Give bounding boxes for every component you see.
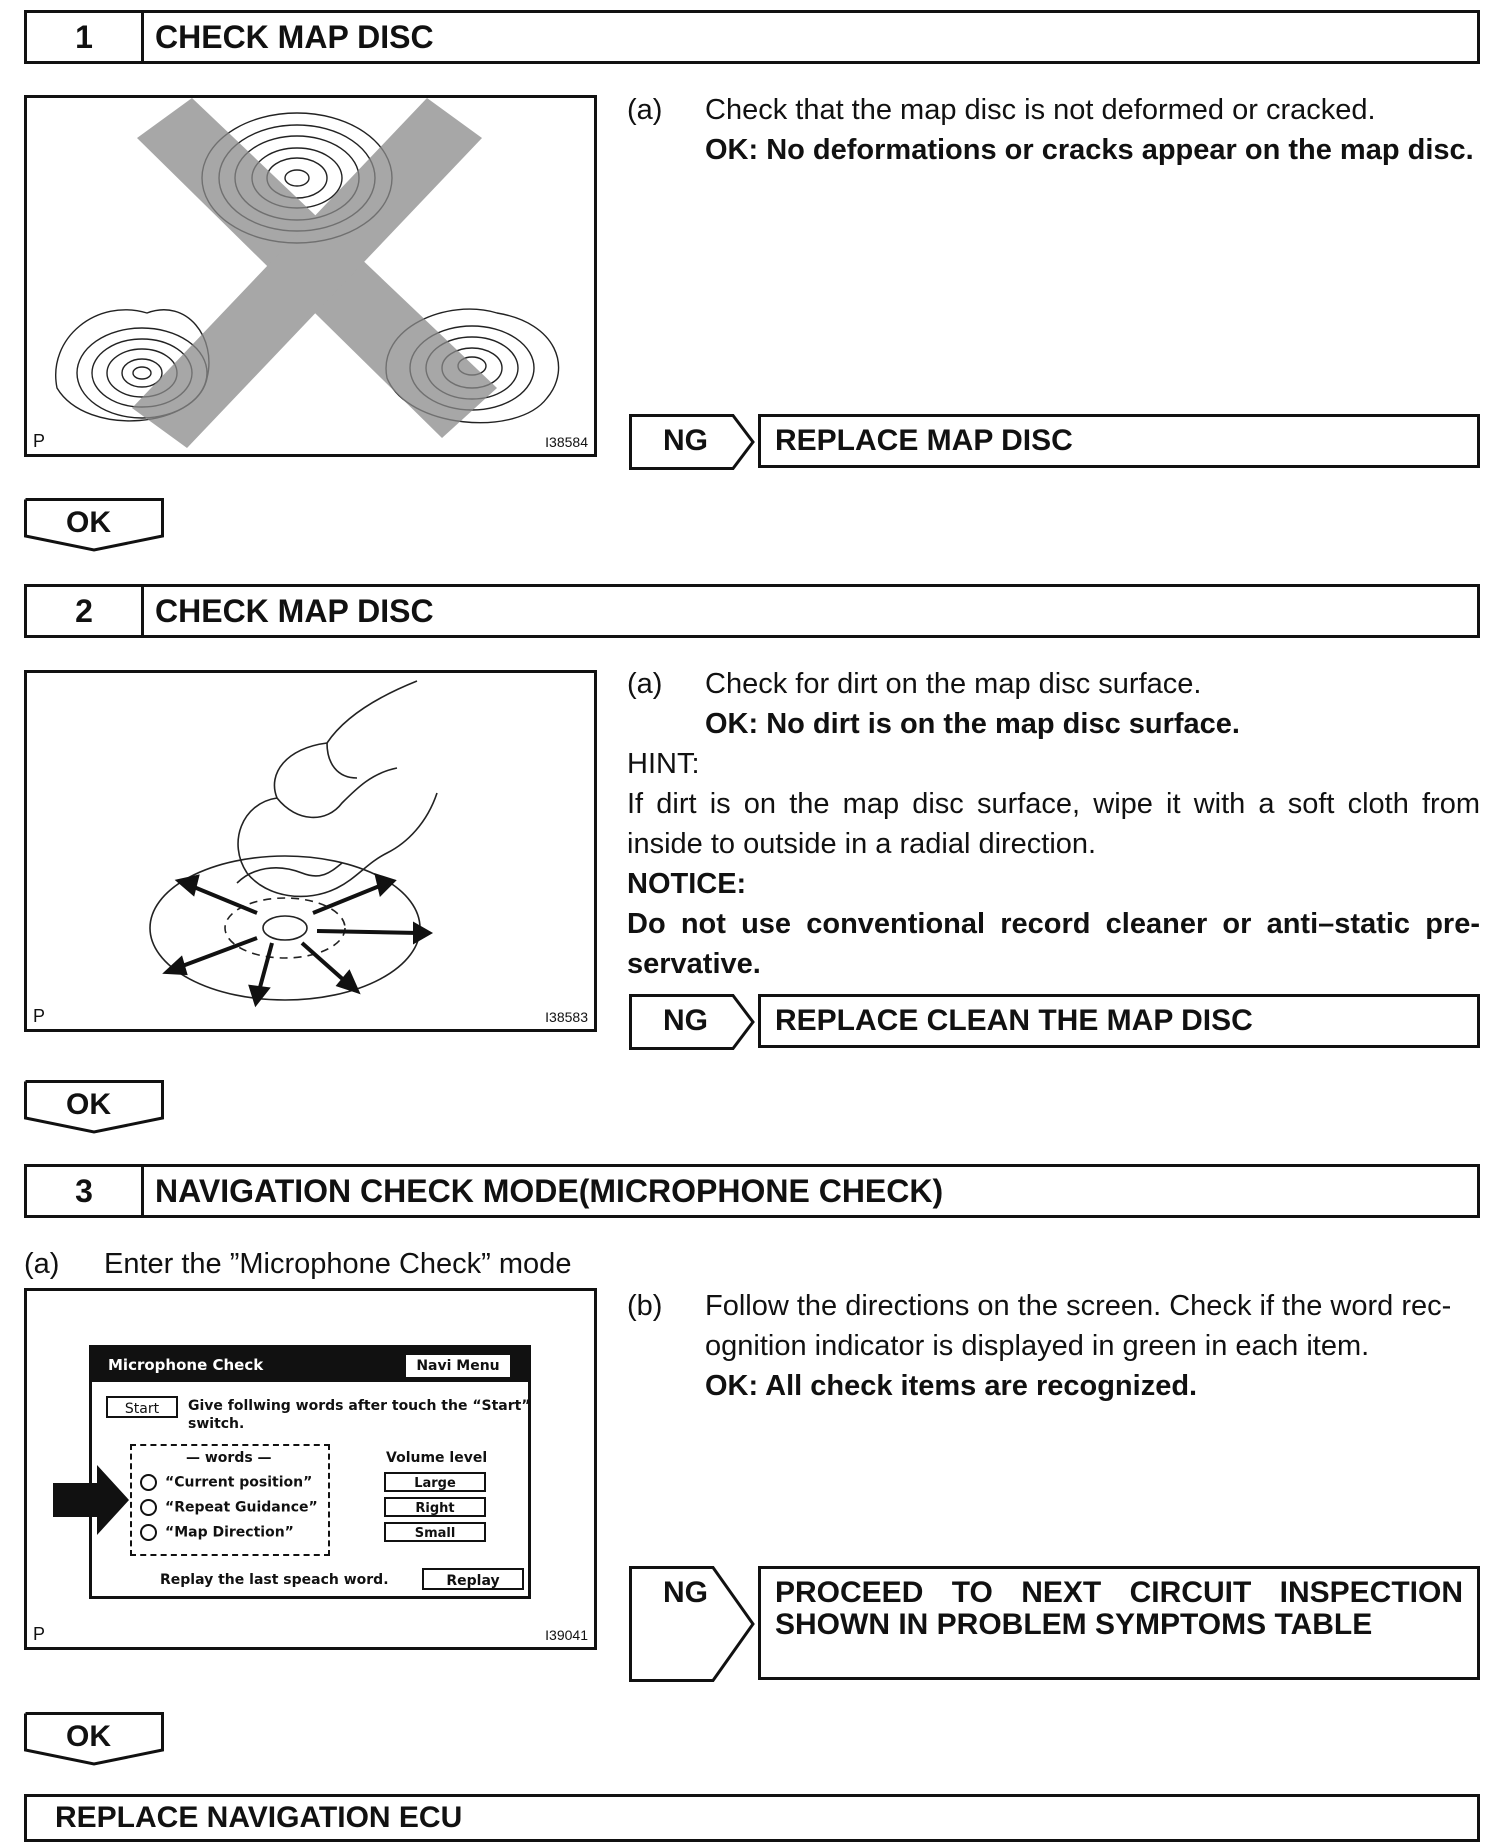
step1-ng-action: REPLACE MAP DISC (758, 414, 1480, 468)
figure-id: I38583 (545, 1009, 588, 1025)
step3-figure (24, 1288, 597, 1650)
step2-ok-criteria: OK: No dirt is on the map disc surface. (705, 708, 1240, 740)
step1-title: CHECK MAP DISC (155, 18, 434, 55)
indicator-circle-icon (140, 1524, 157, 1541)
step3-ng-action (758, 1566, 1480, 1680)
step2-figure (24, 670, 597, 1032)
microphone-check-screen (89, 1345, 531, 1599)
step2-instruction: Check for dirt on the map disc surface. (705, 668, 1202, 700)
notice-text: Do not use conventional record cleaner or anti–static pre-servative. (627, 908, 1480, 980)
replay-text: Replay the last speach word. (160, 1572, 389, 1588)
ng-action-line1: PROCEED TO NEXT CIRCUIT INSPECTION (775, 1576, 1463, 1609)
step1-number: 1 (27, 13, 144, 61)
words-header: — words — (186, 1450, 272, 1466)
step3-item-a (24, 1244, 664, 1284)
indicator-circle-icon (140, 1474, 157, 1491)
step3-ok-criteria: OK: All check items are recognized. (705, 1370, 1198, 1402)
word-text: “Current position” (165, 1474, 313, 1491)
step3-item-b-text: Follow the directions on the screen. Check if the word rec-ognition indicator is displayed in green in each item. (705, 1290, 1452, 1362)
step2-ng-label: NG (663, 1004, 708, 1037)
item-label: (a) (627, 668, 663, 700)
hint-text: If dirt is on the map disc surface, wipe it with a soft cloth from inside to outside in a radial direction. (627, 788, 1480, 860)
screen-title: Microphone Check (108, 1356, 264, 1374)
step2-ng-action: REPLACE CLEAN THE MAP DISC (758, 994, 1480, 1048)
figure-corner-label: P (33, 431, 46, 451)
step1-ng-label: NG (663, 424, 708, 457)
figure-id: I38584 (545, 434, 588, 450)
step1-ok-criteria: OK: No deformations or cracks appear on the map disc. (705, 134, 1474, 166)
step2-title: CHECK MAP DISC (155, 592, 434, 629)
step3-item-b (627, 1286, 1480, 1416)
step3-item-a-text: Enter the ”Microphone Check” mode (104, 1248, 572, 1280)
final-action-box (24, 1794, 1480, 1842)
screen-instruction-line2: switch. (188, 1416, 245, 1432)
step1-figure (24, 95, 597, 457)
deformed-discs-illustration (27, 98, 594, 454)
screen-instruction-line1: Give follwing words after touch the “Start” (188, 1398, 531, 1414)
figure-id: I39041 (545, 1627, 588, 1643)
word-item (140, 1524, 294, 1541)
volume-header: Volume level (386, 1450, 488, 1466)
step3-number: 3 (27, 1167, 144, 1215)
step1-ok-label: OK (66, 506, 111, 539)
final-action: REPLACE NAVIGATION ECU (55, 1801, 463, 1834)
word-item (140, 1474, 312, 1491)
replay-button[interactable]: Replay (422, 1568, 524, 1590)
step2-header (24, 584, 1480, 638)
hint-label: HINT: (627, 748, 700, 780)
ng-action-line2: SHOWN IN PROBLEM SYMPTOMS TABLE (775, 1608, 1373, 1641)
start-button[interactable]: Start (106, 1396, 178, 1418)
word-text: “Map Direction” (165, 1524, 294, 1541)
item-label: (a) (24, 1248, 60, 1280)
step3-ng-label: NG (663, 1576, 708, 1609)
item-label: (b) (627, 1290, 663, 1322)
pointer-arrow-icon (53, 1465, 131, 1535)
item-label: (a) (627, 94, 663, 126)
volume-right-button[interactable]: Right (384, 1497, 486, 1517)
figure-corner-label: P (33, 1006, 46, 1026)
step3-title: NAVIGATION CHECK MODE(MICROPHONE CHECK) (155, 1172, 944, 1209)
step2-ok-label: OK (66, 1088, 111, 1121)
step1-item-a (627, 90, 1480, 220)
step2-notes (627, 744, 1480, 984)
indicator-circle-icon (140, 1499, 157, 1516)
step3-ok-label: OK (66, 1720, 111, 1753)
word-item (140, 1499, 318, 1516)
step2-item-a (627, 664, 1480, 744)
navi-menu-button[interactable]: Navi Menu (406, 1355, 510, 1377)
cleaning-disc-illustration (27, 673, 594, 1029)
step1-instruction: Check that the map disc is not deformed or cracked. (705, 94, 1376, 126)
volume-small-button[interactable]: Small (384, 1522, 486, 1542)
screen-title-bar (92, 1348, 528, 1382)
step1-header (24, 10, 1480, 64)
volume-large-button[interactable]: Large (384, 1472, 486, 1492)
step2-number: 2 (27, 587, 144, 635)
step3-header (24, 1164, 1480, 1218)
notice-label: NOTICE: (627, 868, 747, 900)
figure-corner-label: P (33, 1624, 46, 1644)
word-text: “Repeat Guidance” (165, 1499, 318, 1516)
